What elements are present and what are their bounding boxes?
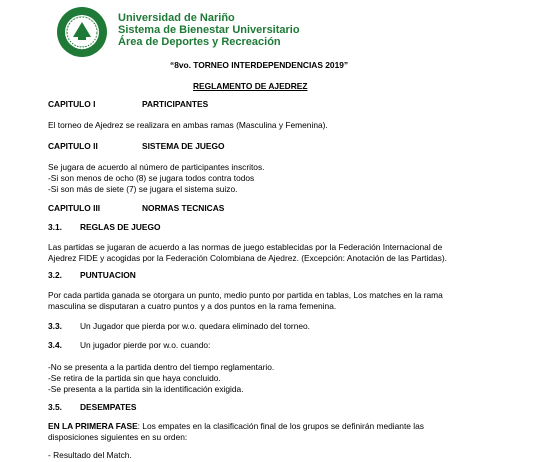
university-name: Universidad de Nariño — [118, 12, 235, 24]
area-name: Área de Deportes y Recreación — [118, 36, 281, 48]
first-phase-label: EN LA PRIMERA FASE — [48, 421, 138, 431]
tournament-title: “8vo. TORNEO INTERDEPENDENCIAS 2019” — [170, 60, 349, 70]
section-3-2-title: PUNTUACION — [80, 270, 136, 280]
section-3-4-text: Un jugador pierde por w.o. cuando: — [80, 340, 211, 350]
institution-header — [118, 12, 300, 48]
section-3-5-body — [48, 421, 485, 443]
text-line: -Si son menos de ocho (8) se jugara todos contra todos — [48, 173, 255, 183]
section-3-4-list — [48, 362, 485, 395]
text-line: -No se presenta a la partida dentro del tiempo reglamentario. — [48, 362, 275, 372]
chapter-1-title: PARTICIPANTES — [142, 99, 209, 109]
section-3-3-text: Un Jugador que pierda por w.o. quedara eliminado del torneo. — [80, 321, 311, 331]
section-3-1-title: REGLAS DE JUEGO — [80, 222, 161, 232]
chapter-2-body — [48, 162, 485, 195]
chapter-3-title: NORMAS TECNICAS — [142, 203, 225, 213]
text-line: disposiciones siguientes en su orden: — [48, 432, 188, 442]
chapter-1-text: El torneo de Ajedrez se realizara en ambas ramas (Masculina y Femenina). — [48, 120, 328, 130]
chapter-2-number: CAPITULO II — [48, 141, 98, 151]
section-3-3-number: 3.3. — [48, 321, 62, 331]
section-3-1-body — [48, 242, 485, 264]
text-line: Por cada partida ganada se otorgara un punto, medio punto por partida en tablas, Los matches en la rama — [48, 290, 443, 300]
section-3-2-body — [48, 290, 485, 312]
university-seal-logo — [56, 6, 108, 58]
chapter-1-number: CAPITULO I — [48, 99, 96, 109]
text-line: Ajedrez FIDE y acogidas por la Federación Colombiana de Ajedrez. (Excepción: Anotación de las Partidas). — [48, 253, 447, 263]
text-line: -Se presenta a la partida sin la identificación exigida. — [48, 384, 244, 394]
text-line: masculina se disputaran a cuatro puntos y a dos puntos en la rama femenina. — [48, 301, 337, 311]
tiebreak-item: - Resultado del Match. — [48, 450, 132, 460]
section-3-2-number: 3.2. — [48, 270, 62, 280]
text-line: -Se retira de la partida sin que haya concluido. — [48, 373, 221, 383]
section-3-4-number: 3.4. — [48, 340, 62, 350]
regulation-title: REGLAMENTO DE AJEDREZ — [193, 81, 308, 91]
chapter-3-number: CAPITULO III — [48, 203, 101, 213]
section-3-5-title: DESEMPATES — [80, 402, 137, 412]
first-phase-text: : Los empates en la clasificación final de los grupos se definirán mediante las — [137, 421, 424, 431]
chapter-2-title: SISTEMA DE JUEGO — [142, 141, 225, 151]
section-3-5-number: 3.5. — [48, 402, 62, 412]
system-name: Sistema de Bienestar Universitario — [118, 24, 300, 36]
text-line: Las partidas se jugaran de acuerdo a las normas de juego establecidas por la Federación Internacional de — [48, 242, 443, 252]
section-3-1-number: 3.1. — [48, 222, 62, 232]
text-line: -Si son más de siete (7) se jugara el sistema suizo. — [48, 184, 238, 194]
text-line — [48, 421, 485, 432]
text-line: Se jugara de acuerdo al número de participantes inscritos. — [48, 162, 265, 172]
